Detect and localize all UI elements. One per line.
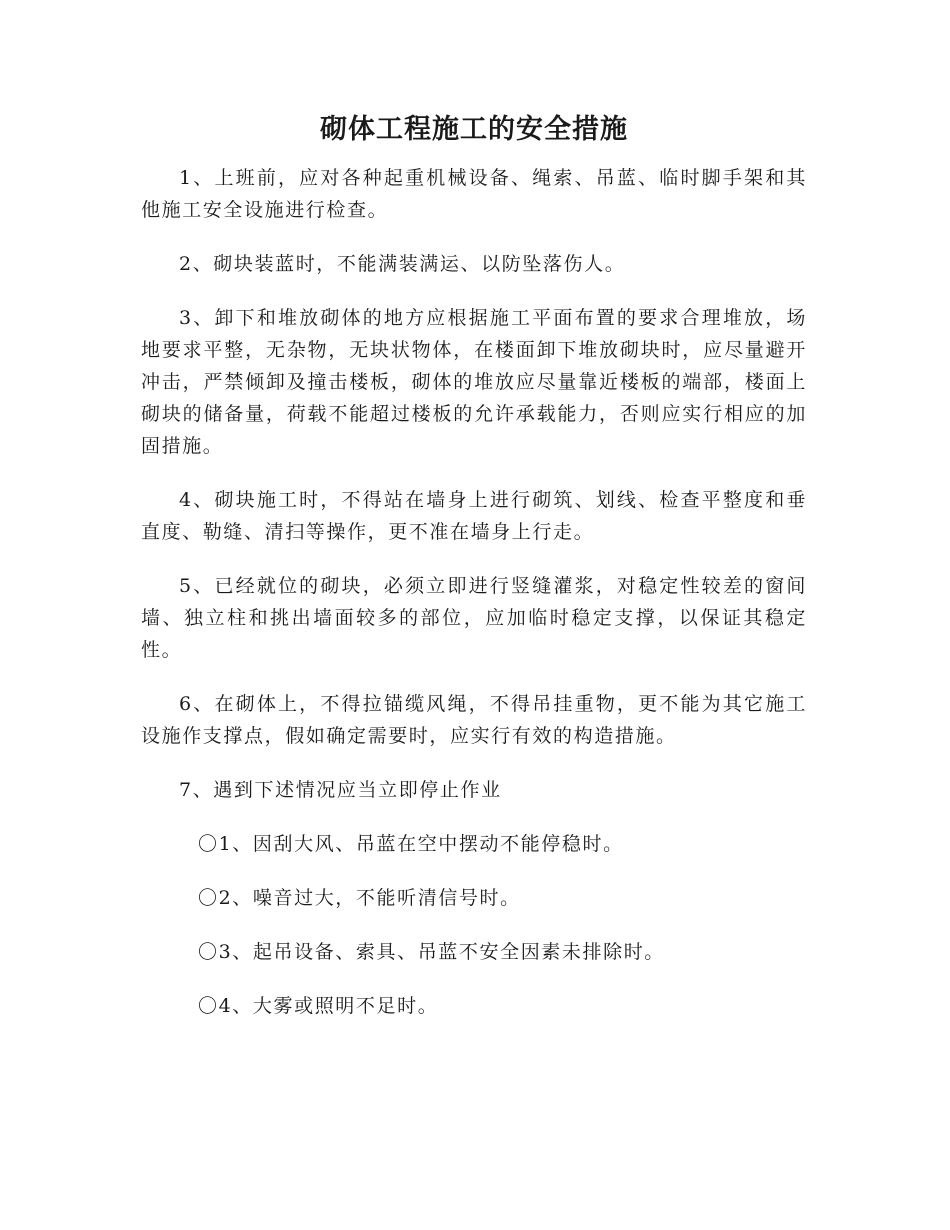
paragraph-4: 4、砌块施工时，不得站在墙身上进行砌筑、划线、检查平整度和垂直度、勒缝、清扫等操作，更不准在墙身上行走。 (141, 489, 807, 543)
sub-item-4: 〇4、大雾或照明不足时。 (198, 995, 439, 1017)
document-title: 砌体工程施工的安全措施 (320, 114, 628, 145)
sub-item-1: 〇1、因刮大风、吊蓝在空中摆动不能停稳时。 (198, 833, 624, 855)
paragraph-1: 1、上班前，应对各种起重机械设备、绳索、吊蓝、临时脚手架和其他施工安全设施进行检查。 (141, 167, 807, 221)
sub-item-3: 〇3、起吊设备、索具、吊蓝不安全因素未排除时。 (198, 941, 665, 963)
sub-item-2: 〇2、噪音过大，不能听清信号时。 (198, 887, 521, 909)
paragraph-2: 2、砌块装蓝时，不能满装满运、以防坠落伤人。 (179, 253, 626, 275)
paragraph-3: 3、卸下和堆放砌体的地方应根据施工平面布置的要求合理堆放，场地要求平整，无杂物，无块状物体，在楼面卸下堆放砌块时，应尽量避开冲击，严禁倾卸及撞击楼板，砌体的堆放应尽量靠近楼板的端部，楼面上砌块的储备量，荷载不能超过楼板的允许承载能力，否则应实行相应的加固措施。 (141, 307, 807, 457)
paragraph-7: 7、遇到下述情况应当立即停止作业 (179, 779, 502, 801)
paragraph-5: 5、已经就位的砌块，必须立即进行竖缝灌浆，对稳定性较差的窗间墙、独立柱和挑出墙面较多的部位，应加临时稳定支撑，以保证其稳定性。 (141, 575, 807, 661)
document-page (141, 110, 807, 1044)
paragraph-6: 6、在砌体上，不得拉锚缆风绳，不得吊挂重物，更不能为其它施工设施作支撑点，假如确定需要时，应实行有效的构造措施。 (141, 693, 807, 747)
